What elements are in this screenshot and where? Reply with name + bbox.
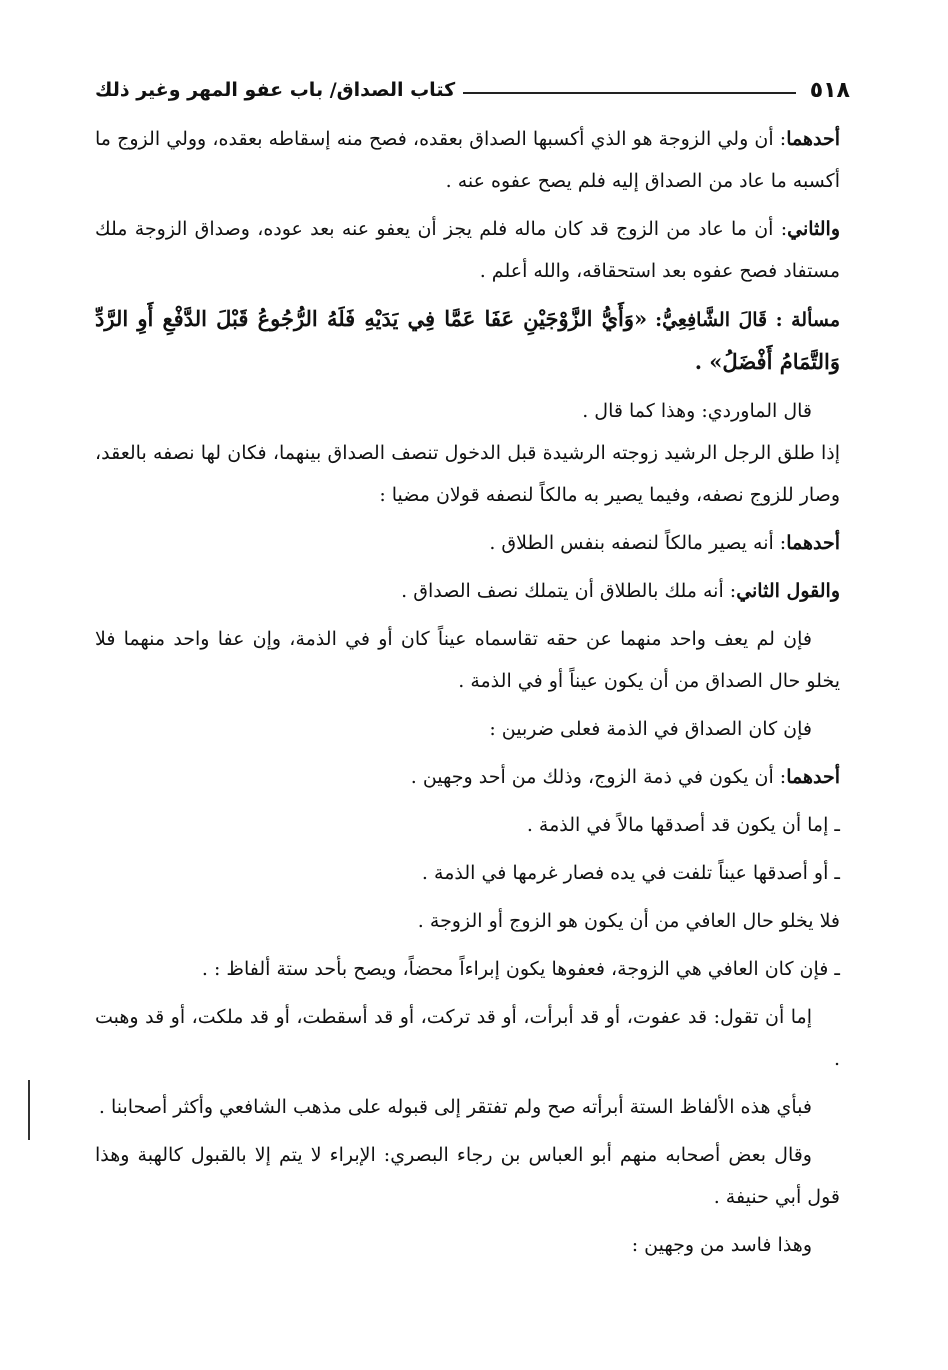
paragraph <box>95 432 840 516</box>
chapter-title: كتاب الصداق/ باب عفو المهر وغير ذلك <box>95 79 456 101</box>
list-item <box>95 804 840 846</box>
paragraph-text: وهذا فاسد من وجهين : <box>631 1234 812 1256</box>
paragraph-text: فإن لم يعف واحد منهما عن حقه تقاسماه عيناً كان أو في الذمة، وإن عفا واحد منهما فلا يخلو حال الصداق من أن يكون عيناً أو في الذمة . <box>95 628 840 692</box>
paragraph <box>95 522 840 564</box>
page-body <box>95 118 840 1272</box>
paragraph <box>95 208 840 292</box>
paragraph-text: إذا طلق الرجل الرشيد زوجته الرشيدة قبل الدخول تنصف الصداق بينهما، فكان لها نصفه بالعقد، وصار للزوج نصفه، وفيما يصير به مالكاً لنصفه قولان مضيا : <box>95 442 840 506</box>
paragraph-text: وقال بعض أصحابه منهم أبو العباس بن رجاء البصري: الإبراء لا يتم إلا بالقبول كالهبة وهذا قول أبي حنيفة . <box>95 1144 840 1208</box>
paragraph-lead: أحدهما <box>786 128 840 150</box>
paragraph <box>95 118 840 202</box>
paragraph-text: : أن يكون في ذمة الزوج، وذلك من أحد وجهين . <box>410 766 787 788</box>
paragraph-lead: أحدهما <box>786 532 840 554</box>
paragraph-text: : أن ما عاد من الزوج قد كان ماله فلم يجز أن يعفو عنه بعد عوده، وصداق الزوجة ملك مستفاد فصح عفوه بعد استحقاقه، والله أعلم . <box>95 218 840 282</box>
scan-margin-mark <box>28 1080 30 1140</box>
page-number: ٥١٨ <box>809 77 850 103</box>
paragraph-text: ـ إما أن يكون قد أصدقها مالاً في الذمة . <box>526 814 840 836</box>
paragraph <box>95 1134 840 1218</box>
paragraph-lead: مسألة : قَالَ الشَّافِعِيُّ: <box>655 309 840 331</box>
paragraph-text: : أن ولي الزوجة هو الذي أكسبها الصداق بعقده، فصح منه إسقاطه بعقده، وولي الزوج ما أكسبه ما عاد من الصداق إليه فلم يصح عفوه عنه . <box>95 128 840 192</box>
paragraph-lead: والقول الثاني <box>736 580 840 602</box>
paragraph-lead: والثاني <box>787 218 840 240</box>
paragraph <box>95 708 840 750</box>
paragraph-text: قال الماوردي: وهذا كما قال . <box>582 400 812 422</box>
paragraph-text: ـ أو أصدقها عيناً تلفت في يده فصار غرمها في الذمة . <box>421 862 840 884</box>
paragraph <box>95 570 840 612</box>
paragraph-text: إما أن تقول: قد عفوت، أو قد أبرأت، أو قد تركت، أو قد أسقطت، أو قد ملكت، أو قد وهبت . <box>95 1006 840 1070</box>
list-item <box>95 948 840 990</box>
paragraph-text: ـ فإن كان العافي هي الزوجة، فعفوها يكون إبراءاً محضاً، ويصح بأحد ستة ألفاظ : . <box>201 958 840 980</box>
paragraph-text: فإن كان الصداق في الذمة فعلى ضربين : <box>489 718 812 740</box>
header-rule <box>463 92 796 94</box>
paragraph <box>95 1086 840 1128</box>
paragraph <box>95 390 840 432</box>
list-item <box>95 852 840 894</box>
paragraph <box>95 298 840 384</box>
quoted-text: «وَأَيُّ الزَّوْجَيْنِ عَفَا عَمَّا فِي يَدَيْهِ فَلَهُ الرُّجُوعُ قَبْلَ الدَّفْعِ أَوِ الرَّدِّ وَالتَّمَامُ أَفْضَلُ» . <box>95 306 840 374</box>
paragraph <box>95 756 840 798</box>
paragraph-text: فبأي هذه الألفاظ الستة أبرأته صح ولم تفتقر إلى قبوله على مذهب الشافعي وأكثر أصحابنا . <box>98 1096 812 1118</box>
running-header <box>95 70 850 110</box>
paragraph <box>95 900 840 942</box>
paragraph-text: : أنه يصير مالكاً لنصفه بنفس الطلاق . <box>489 532 787 554</box>
paragraph-lead: أحدهما <box>786 766 840 788</box>
paragraph-text: : أنه ملك بالطلاق أن يتملك نصف الصداق . <box>401 580 737 602</box>
paragraph <box>95 618 840 702</box>
paragraph <box>95 1224 840 1266</box>
paragraph-text: فلا يخلو حال العافي من أن يكون هو الزوج أو الزوجة . <box>417 910 840 932</box>
paragraph <box>95 996 840 1080</box>
